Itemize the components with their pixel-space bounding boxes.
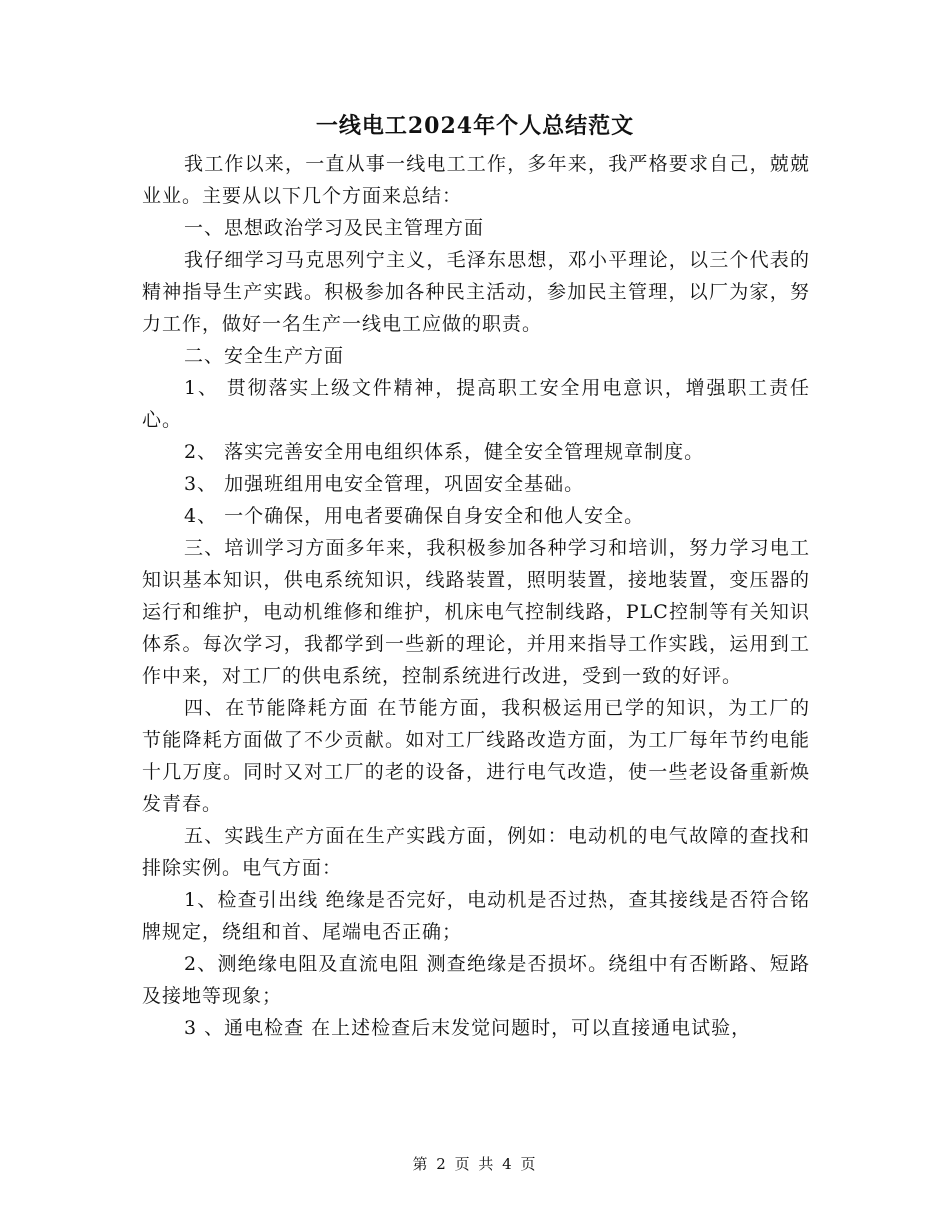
list-item-safety-3: 3、 加强班组用电安全管理，巩固安全基础。: [184, 473, 585, 495]
paragraph-training: 三、培训学习方面多年来，我积极参加各种学习和培训，努力学习电工知识基本知识，供电系统知识，线路装置，照明装置，接地装置，变压器的运行和维护，电动机维修和维护，机床电气控制线路，PLC控制等有关知识体系。每次学习，我都学到一些新的理论，并用来指导工作实践，运用到工作中来，对工厂的供电系统，控制系统进行改进，受到一致的好评。: [142, 537, 810, 687]
paragraph-practice: 五、实践生产方面在生产实践方面，例如：电动机的电气故障的查找和排除实例。电气方面：: [142, 825, 810, 879]
list-item-safety-2: 2、 落实完善安全用电组织体系，健全安全管理规章制度。: [184, 441, 705, 463]
paragraph-politics: 我仔细学习马克思列宁主义，毛泽东思想，邓小平理论，以三个代表的精神指导生产实践。积极参加各种民主活动，参加民主管理，以厂为家，努力工作，做好一名生产一线电工应做的职责。: [142, 249, 810, 335]
section-heading-politics: 一、思想政治学习及民主管理方面: [184, 217, 485, 239]
list-item-safety-4: 4、 一个确保，用电者要确保自身安全和他人安全。: [184, 505, 645, 527]
paragraph-energy-saving: 四、在节能降耗方面 在节能方面，我积极运用已学的知识，为工厂的节能降耗方面做了不少贡献。如对工厂线路改造方面，为工厂每年节约电能十几万度。同时又对工厂的老的设备，进行电气改造，使一些老设备重新焕发青春。: [142, 697, 810, 815]
list-item-practice-1: 1、检查引出线 绝缘是否完好，电动机是否过热，查其接线是否符合铭牌规定，绕组和首、尾端电否正确；: [142, 889, 810, 943]
list-item-safety-1: 1、 贯彻落实上级文件精神，提高职工安全用电意识，增强职工责任心。: [142, 377, 810, 431]
section-heading-safety: 二、安全生产方面: [184, 345, 345, 367]
document-title: 一线电工2024年个人总结范文: [315, 113, 635, 139]
paragraph-intro: 我工作以来，一直从事一线电工工作，多年来，我严格要求自己，兢兢业业。主要从以下几个方面来总结：: [142, 153, 810, 207]
document-body: [142, 148, 810, 1044]
list-item-practice-3: 3 、通电检查 在上述检查后末发觉问题时，可以直接通电试验，: [184, 1017, 752, 1039]
page-number-footer: 第 2 页 共 4 页: [412, 1155, 538, 1173]
list-item-practice-2: 2、测绝缘电阻及直流电阻 测查绝缘是否损坏。绕组中有否断路、短路及接地等现象；: [142, 953, 810, 1007]
